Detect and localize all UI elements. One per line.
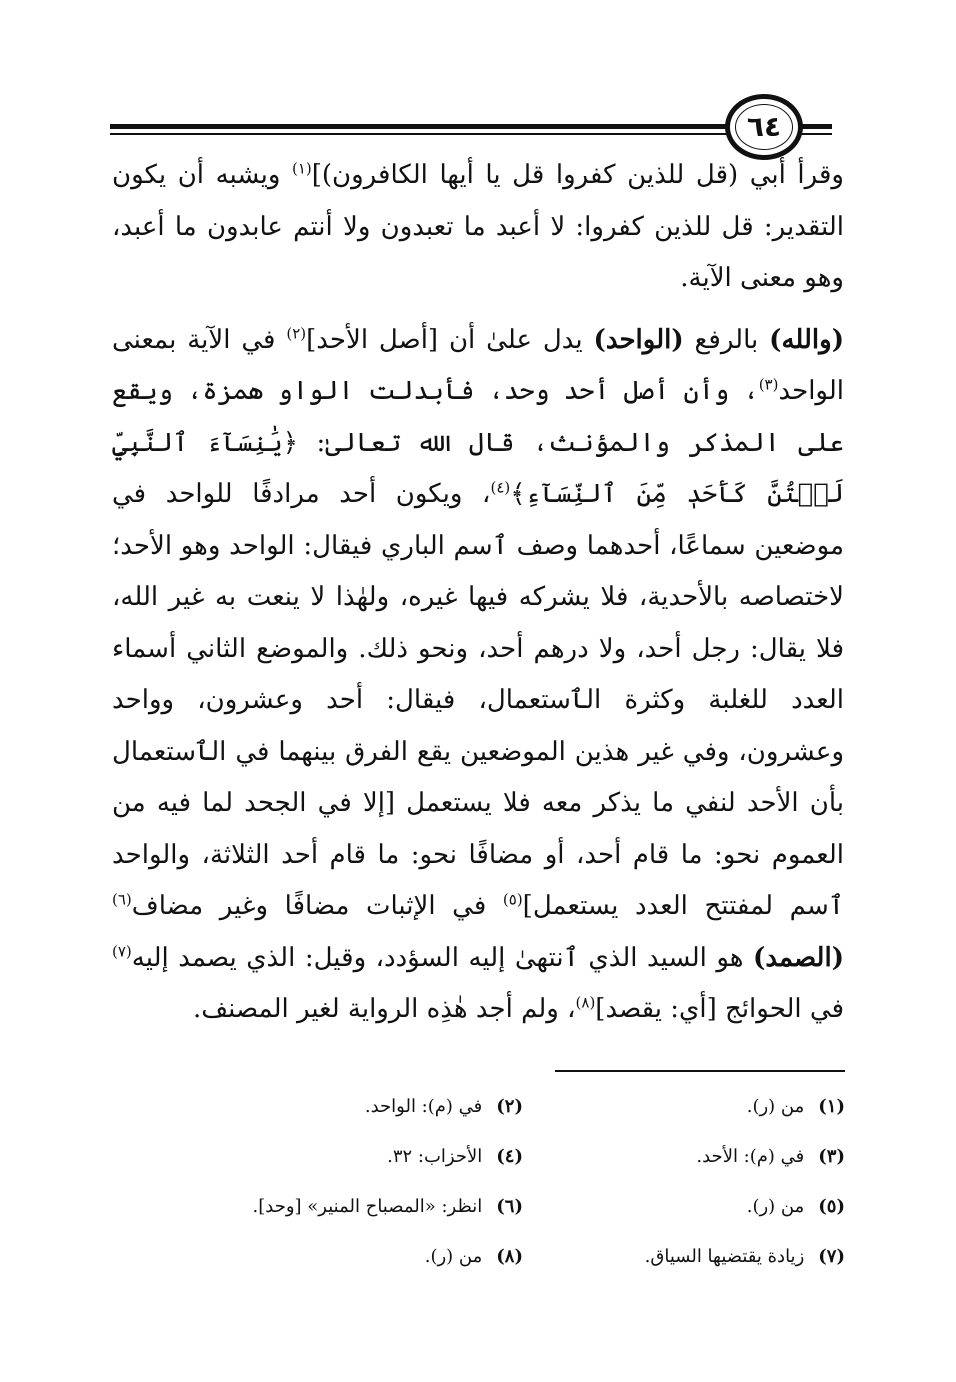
footnote-item (523, 1232, 845, 1282)
page-number: ٦٤ (746, 110, 782, 143)
text-run: وقرأ أبي (قل للذين كفروا قل يا أيها الكافرون)] (311, 160, 844, 190)
term-as-samad: (الصمد) (753, 942, 844, 973)
header-rule-thin (110, 133, 730, 135)
footnote-number: (٦) (496, 1196, 523, 1217)
term-allah: (والله) (769, 324, 844, 355)
footnote-item (523, 1082, 845, 1132)
text-run: ، ولم أجد هٰذِه الرواية لغير المصنف. (192, 994, 576, 1024)
footnote-number: (٣) (818, 1146, 845, 1167)
footnote-ref-8: (٨) (575, 993, 596, 1012)
text-run: هو السيد الذي ٱنتهىٰ إليه السؤدد، وقيل: الذي يصمد إليه (131, 942, 754, 973)
text-run: يدل علىٰ أن [أصل الأحد] (306, 324, 594, 355)
footnote-text: الأحزاب: ٣٢. (387, 1146, 483, 1167)
footnote-ref-3: (٣) (758, 375, 779, 394)
footnote-ref-4: (٤) (490, 478, 511, 497)
footnote-ref-5: (٥) (502, 890, 523, 909)
term-al-wahid: (الواحد) (593, 324, 684, 355)
footnote-text: زيادة يقتضيها السياق. (644, 1246, 805, 1267)
header-rule (110, 124, 730, 129)
footnote-divider (555, 1070, 845, 1072)
footnote-item (201, 1132, 523, 1182)
footnotes (200, 1082, 845, 1282)
footnote-ref-6: (٦) (112, 890, 132, 909)
footnote-item (201, 1182, 523, 1232)
text-run: بالرفع (683, 324, 770, 355)
page-header (0, 0, 956, 160)
footnote-text: من (ر). (424, 1246, 483, 1267)
footnote-ref-2: (٢) (286, 323, 307, 342)
body-text (112, 150, 844, 1036)
footnote-text: انظر: «المصباح المنير» [وحد]. (252, 1196, 483, 1217)
text-run: ، ويكون أحد مرادفًا للواحد في موضعين سماعًا، أحدهما وصف ٱسم الباري فيقال: الواحد وهو الأحد؛ لاختصاصه بالأحدية، فلا يشركه فيها غيره، ولهٰذا لا ينعت به غير الله، فلا يقال: رجل أحد، ولا درهم أحد، ونحو ذلك. والموضع الثاني أسماء العدد للغلبة وكثرة الٱستعمال، فيقال: أحد وعشرون، وواحد وعشرون، وفي غير هذين الموضعين يقع الفرق بينهما في الٱستعمال بأن الأحد لنفي ما يذكر معه فلا يستعمل [إلا في الجحد لما فيه من العموم نحو: ما قام أحد، أو مضافًا نحو: ما قام أحد الثلاثة، والواحد ٱسم لمفتتح العدد يستعمل] (112, 479, 844, 921)
footnote-number: (٥) (818, 1196, 845, 1217)
footnote-number: (١) (818, 1096, 845, 1117)
footnote-text: من (ر). (746, 1196, 805, 1217)
footnote-text: من (ر). (746, 1096, 805, 1117)
footnote-item (523, 1132, 845, 1182)
header-rule-right-thin (800, 133, 832, 135)
footnote-ref-1: (١) (291, 159, 312, 178)
footnote-item (201, 1082, 523, 1132)
text-run: ويشبه أن يكون التقدير: قل للذين كفروا: لا أعبد ما تعبدون ولا أنتم عابدون ما أعبد، وهو معنى الآية. (112, 160, 844, 293)
footnote-number: (٤) (496, 1146, 523, 1167)
text-run: في الإثبات مضافًا وغير مضاف (131, 891, 503, 921)
footnote-number: (٧) (818, 1246, 845, 1267)
paragraph-1 (112, 150, 844, 305)
footnote-item (201, 1232, 523, 1282)
footnote-item (523, 1182, 845, 1232)
footnote-text: في (م): الأحد. (696, 1146, 805, 1167)
header-rule-right (800, 124, 832, 129)
text-run: في الآية بمعنى الواحد (112, 324, 844, 406)
text-run: ، وأن أصل أحد وحد، فأبدلت الواو همزة، ويقع على المذكر والمؤنث، قال الله تعالىٰ: ﴿يَٰنِسَآءَ ٱلنَّبِيِّ لَسۡتُنَّ كَأَحَدٖ مِّنَ ٱلنِّسَآءِ﴾ (112, 376, 844, 509)
footnote-number: (٢) (496, 1096, 523, 1117)
paragraph-2 (112, 315, 844, 1036)
text-run: في الحوائج [أي: يقصد] (595, 994, 844, 1024)
footnote-text: في (م): الواحد. (364, 1096, 483, 1117)
footnote-ref-7: (٧) (112, 941, 132, 960)
footnote-number: (٨) (496, 1246, 523, 1267)
